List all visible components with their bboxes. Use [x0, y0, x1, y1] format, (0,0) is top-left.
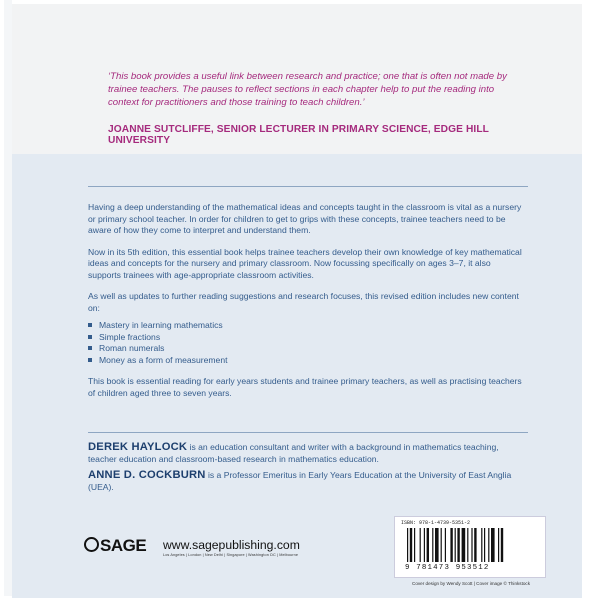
blurb-paragraph: Now in its 5th edition, this essential book helps trainee teachers develop their own knowledge of key mathematical ideas and concepts for the nursery and primary classroom. Now focussing specifically on ages 3–7, it also supports trainees with age-appropriate classroom activities.: [88, 246, 522, 280]
isbn-label: ISBN: 978-1-4739-5351-2: [401, 520, 471, 526]
bullet-icon: [88, 335, 92, 339]
author-bio: [88, 442, 528, 465]
barcode: [394, 516, 546, 578]
endorsement-attribution: JOANNE SUTCLIFFE, SENIOR LECTURER IN PRIMARY SCIENCE, EDGE HILL UNIVERSITY: [108, 124, 489, 146]
bullet-icon: [88, 323, 92, 327]
blurb-paragraph: This book is essential reading for early years students and trainee primary teachers, as well as practising teachers of children aged three to seven years.: [88, 376, 522, 398]
author-bio: [88, 470, 528, 493]
blurb-paragraph: Having a deep understanding of the mathematical ideas and concepts taught in the classroom is vital as a nursery or primary school teacher. In order for children to get to grips with these concepts, trainee teachers need to be aware of how they come to interpret and understand them.: [88, 202, 522, 235]
publisher-website: www.sagepublishing.com: [163, 538, 300, 552]
bullet-icon: [88, 358, 92, 362]
bullet-icon: [88, 346, 92, 350]
list-item: Money as a form of measurement: [88, 355, 524, 367]
blurb: [88, 202, 524, 409]
blurb-paragraph: As well as updates to further reading suggestions and research focuses, this revised edition includes new content on:: [88, 291, 519, 313]
divider: [88, 186, 528, 187]
author-description: is an education consultant and writer with a background in mathematics teaching, teacher education and classroom-based research in mathematics education.: [88, 442, 499, 464]
list-item: Mastery in learning mathematics: [88, 320, 524, 332]
cover-credit: Cover design by Wendy Scott | Cover image © Thinkstock: [412, 581, 531, 586]
publisher-cities: Los Angeles | London | New Delhi | Singapore | Washington DC | Melbourne: [163, 553, 299, 557]
publisher-logo: SAGE: [84, 536, 146, 556]
list-item: Simple fractions: [88, 332, 524, 344]
endorsement-quote: ‘This book provides a useful link between research and practice; one that is often not made by trainee teachers. The pauses to reflect sections in each chapter help to put the reading into context for practitioners and those training to teach children.’: [108, 71, 507, 108]
isbn-number: 9 781473 953512: [405, 564, 490, 572]
author-description: is a Professor Emeritus in Early Years Education at the University of East Anglia (UEA).: [88, 470, 512, 492]
cover-spine-edge: [4, 0, 12, 596]
divider: [88, 432, 528, 433]
sage-ring-icon: [84, 537, 99, 552]
list-item: Roman numerals: [88, 343, 524, 355]
barcode-bars-icon: [407, 528, 537, 562]
new-content-list: [88, 320, 524, 366]
author-name: DEREK HAYLOCK: [88, 441, 188, 453]
author-name: ANNE D. COCKBURN: [88, 469, 206, 481]
